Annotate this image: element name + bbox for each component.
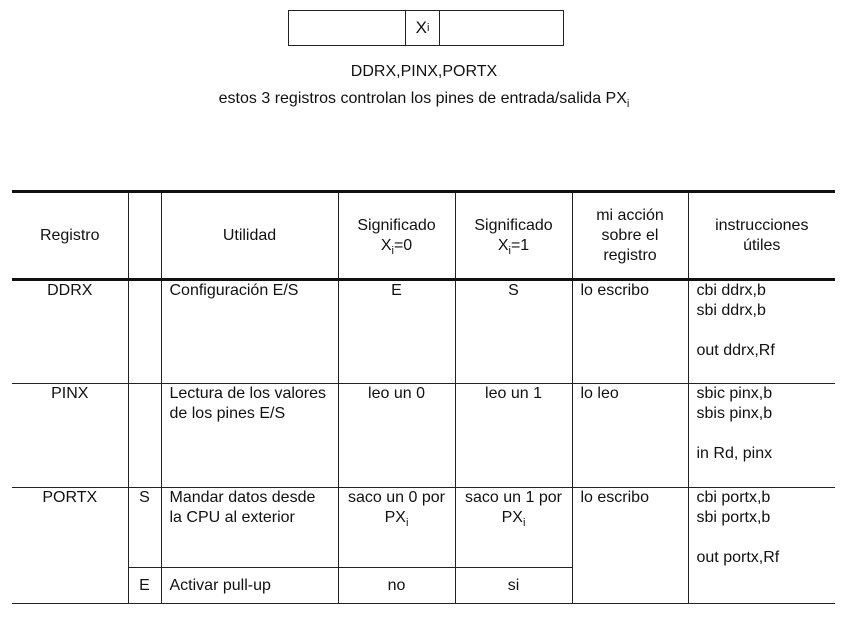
caption-description-text: estos 3 registros controlan los pines de entrada/salida PX <box>218 90 627 107</box>
header-flag <box>128 192 161 280</box>
table-header-row <box>12 192 835 280</box>
ddrx-sig0: E <box>338 280 455 384</box>
ddrx-instrucciones: cbi ddrx,b sbi ddrx,b out ddrx,Rf <box>688 280 835 384</box>
pinx-accion: lo leo <box>572 384 688 488</box>
header-instrucciones: instrucciones útiles <box>688 192 835 280</box>
portx-registro: PORTX <box>12 488 128 604</box>
ddrx-accion: lo escribo <box>572 280 688 384</box>
table-row-ddrx <box>12 280 835 384</box>
portx-s-sig1: saco un 1 por $PX_i$ <box>455 488 572 568</box>
register-cell-right <box>440 11 563 45</box>
caption-registers: DDRX,PINX,PORTX <box>350 63 498 80</box>
ddrx-utilidad: Configuración E/S <box>161 280 338 384</box>
portx-flag-e: E <box>128 568 161 604</box>
portx-flag-s: S <box>128 488 161 568</box>
portx-accion: lo escribo <box>572 488 688 604</box>
register-bit-diagram <box>288 10 564 46</box>
portx-e-sig0: no <box>338 568 455 604</box>
pinx-instrucciones: sbic pinx,b sbis pinx,b in Rd, pinx <box>688 384 835 488</box>
header-accion: mi acción sobre el registro <box>572 192 688 280</box>
ddrx-sig1: S <box>455 280 572 384</box>
caption-description <box>0 90 848 108</box>
registers-table <box>12 190 835 604</box>
register-bit-label: X <box>415 18 427 37</box>
header-registro: Registro <box>12 192 128 280</box>
caption-description-sub: i <box>626 98 630 110</box>
table-row-portx-s <box>12 488 835 568</box>
portx-instrucciones: cbi portx,b sbi portx,b out portx,Rf <box>688 488 835 604</box>
table-row-pinx <box>12 384 835 488</box>
header-utilidad: Utilidad <box>161 192 338 280</box>
header-significado-0: Significado $X_i=0$ <box>338 192 455 280</box>
ddrx-flag <box>128 280 161 384</box>
ddrx-registro: DDRX <box>12 280 128 384</box>
portx-s-utilidad: Mandar datos desde la CPU al exterior <box>161 488 338 568</box>
pinx-registro: PINX <box>12 384 128 488</box>
pinx-flag <box>128 384 161 488</box>
portx-e-utilidad: Activar pull-up <box>161 568 338 604</box>
portx-e-sig1: si <box>455 568 572 604</box>
register-cell-left <box>289 11 406 45</box>
header-significado-1: Significado $X_i=1$ <box>455 192 572 280</box>
pinx-utilidad: Lectura de los valores de los pines E/S <box>161 384 338 488</box>
portx-s-sig0: saco un 0 por $PX_i$ <box>338 488 455 568</box>
pinx-sig1: leo un 1 <box>455 384 572 488</box>
register-cell-xi: X i <box>406 11 440 45</box>
pinx-sig0: leo un 0 <box>338 384 455 488</box>
